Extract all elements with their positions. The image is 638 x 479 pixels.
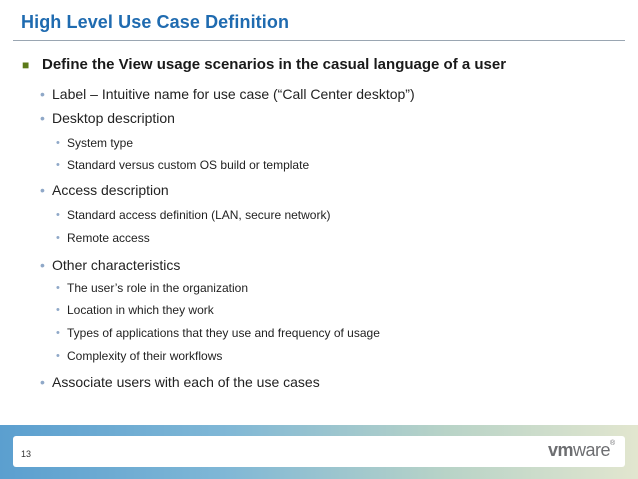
sub-bullet-dot-icon: • bbox=[56, 327, 60, 339]
bullet-item bbox=[40, 110, 175, 126]
sub-bullet-item bbox=[56, 136, 133, 150]
slide-title: High Level Use Case Definition bbox=[21, 12, 290, 32]
square-bullet-icon: ■ bbox=[22, 57, 30, 72]
bullet-dot-icon: • bbox=[40, 86, 45, 102]
footer-panel bbox=[13, 436, 625, 467]
bullet-item bbox=[40, 257, 180, 273]
bullet-item bbox=[40, 86, 415, 102]
bullet-text: Label – Intuitive name for use case (“Call Center desktop”) bbox=[52, 86, 415, 102]
sub-bullet-text: Location in which they work bbox=[67, 303, 214, 317]
logo-ware: ware bbox=[573, 440, 611, 460]
title-divider bbox=[13, 40, 625, 41]
sub-bullet-item bbox=[56, 281, 248, 295]
sub-bullet-item bbox=[56, 231, 150, 245]
sub-bullet-text: System type bbox=[67, 136, 134, 150]
bullet-text: Other characteristics bbox=[52, 257, 181, 273]
sub-bullet-dot-icon: • bbox=[56, 159, 60, 171]
bullet-text: Access description bbox=[52, 182, 169, 198]
bullet-item bbox=[40, 374, 320, 390]
sub-bullet-dot-icon: • bbox=[56, 209, 60, 221]
sub-bullet-text: Complexity of their workflows bbox=[67, 349, 223, 363]
sub-bullet-item bbox=[56, 208, 330, 222]
sub-bullet-dot-icon: • bbox=[56, 304, 60, 316]
page-number: 13 bbox=[21, 449, 32, 459]
sub-bullet-item bbox=[56, 303, 214, 317]
sub-bullet-text: Standard access definition (LAN, secure network) bbox=[67, 208, 331, 222]
logo-registered: ® bbox=[610, 440, 615, 447]
sub-bullet-item bbox=[56, 326, 380, 340]
bullet-dot-icon: • bbox=[40, 374, 45, 390]
main-bullet bbox=[22, 56, 506, 73]
bullet-dot-icon: • bbox=[40, 257, 45, 273]
sub-bullet-item bbox=[56, 158, 309, 172]
sub-bullet-text: The user’s role in the organization bbox=[67, 281, 248, 295]
bullet-text: Desktop description bbox=[52, 110, 175, 126]
logo-vm: vm bbox=[548, 440, 574, 460]
bullet-item bbox=[40, 182, 169, 198]
sub-bullet-item bbox=[56, 349, 222, 363]
sub-bullet-dot-icon: • bbox=[56, 282, 60, 294]
sub-bullet-dot-icon: • bbox=[56, 350, 60, 362]
bullet-dot-icon: • bbox=[40, 110, 45, 126]
sub-bullet-dot-icon: • bbox=[56, 232, 60, 244]
sub-bullet-text: Standard versus custom OS build or template bbox=[67, 158, 310, 172]
vmware-logo bbox=[548, 440, 615, 461]
bullet-dot-icon: • bbox=[40, 182, 45, 198]
sub-bullet-text: Types of applications that they use and frequency of usage bbox=[67, 326, 380, 340]
main-bullet-text: Define the View usage scenarios in the casual language of a user bbox=[42, 56, 507, 73]
sub-bullet-dot-icon: • bbox=[56, 137, 60, 149]
bullet-text: Associate users with each of the use cases bbox=[52, 374, 320, 390]
sub-bullet-text: Remote access bbox=[67, 231, 150, 245]
